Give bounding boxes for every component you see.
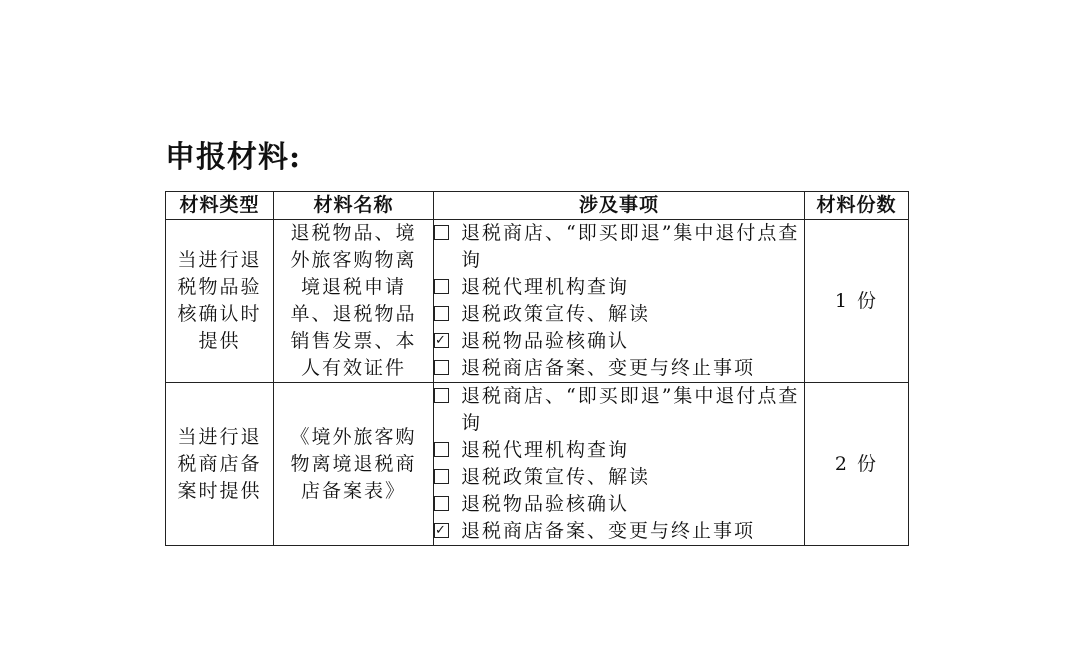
list-item — [434, 437, 804, 464]
list-item — [434, 491, 804, 518]
item-label: 退税商店、“即买即退”集中退付点查询 — [461, 222, 800, 271]
checkbox-unchecked-icon[interactable] — [434, 225, 449, 240]
checkbox-unchecked-icon[interactable] — [434, 442, 449, 457]
checkbox-checked-icon[interactable]: ✓ — [435, 523, 448, 538]
item-label: 退税政策宣传、解读 — [461, 303, 651, 325]
column-header-copies: 材料份数 — [805, 192, 909, 220]
list-item — [434, 328, 804, 355]
list-item — [434, 301, 804, 328]
checkbox-checked-icon[interactable]: ✓ — [435, 333, 448, 348]
item-label: 退税商店备案、变更与终止事项 — [461, 357, 756, 379]
item-label: 退税物品验核确认 — [461, 330, 630, 352]
copies-cell: 2 份 — [805, 383, 909, 546]
copies-cell: 1 份 — [805, 220, 909, 383]
item-label: 退税商店备案、变更与终止事项 — [461, 520, 756, 542]
material-name-cell — [274, 383, 434, 546]
checkbox-unchecked-icon[interactable] — [434, 469, 449, 484]
list-item — [434, 383, 804, 437]
checkbox-unchecked-icon[interactable] — [434, 279, 449, 294]
material-type: 当进行退税商店备案时提供 — [177, 425, 262, 502]
column-header-items: 涉及事项 — [434, 192, 805, 220]
table-header-row — [166, 192, 909, 220]
checkbox-unchecked-icon[interactable] — [434, 388, 449, 403]
list-item — [434, 518, 804, 545]
items-cell — [434, 220, 805, 383]
column-header-name: 材料名称 — [274, 192, 434, 220]
checkbox-unchecked-icon[interactable] — [434, 306, 449, 321]
table-row — [166, 383, 909, 546]
material-type-cell — [166, 383, 274, 546]
material-name-cell — [274, 220, 434, 383]
list-item — [434, 220, 804, 274]
materials-table — [165, 191, 909, 546]
table-row — [166, 220, 909, 383]
list-item — [434, 274, 804, 301]
material-type-cell — [166, 220, 274, 383]
column-header-type: 材料类型 — [166, 192, 274, 220]
items-cell — [434, 383, 805, 546]
list-item — [434, 464, 804, 491]
item-label: 退税物品验核确认 — [461, 493, 630, 515]
item-label: 退税代理机构查询 — [461, 439, 630, 461]
checkbox-unchecked-icon[interactable] — [434, 360, 449, 375]
list-item — [434, 355, 804, 382]
item-label: 退税政策宣传、解读 — [461, 466, 651, 488]
page-title: 申报材料: — [165, 140, 302, 175]
material-type: 当进行退税物品验核确认时提供 — [177, 249, 262, 352]
item-label: 退税商店、“即买即退”集中退付点查询 — [461, 385, 800, 434]
checkbox-unchecked-icon[interactable] — [434, 496, 449, 511]
item-label: 退税代理机构查询 — [461, 276, 630, 298]
material-name: 《境外旅客购物离境退税商店备案表》 — [290, 425, 417, 502]
material-name: 退税物品、境外旅客购物离境退税申请单、退税物品销售发票、本人有效证件 — [290, 222, 417, 379]
